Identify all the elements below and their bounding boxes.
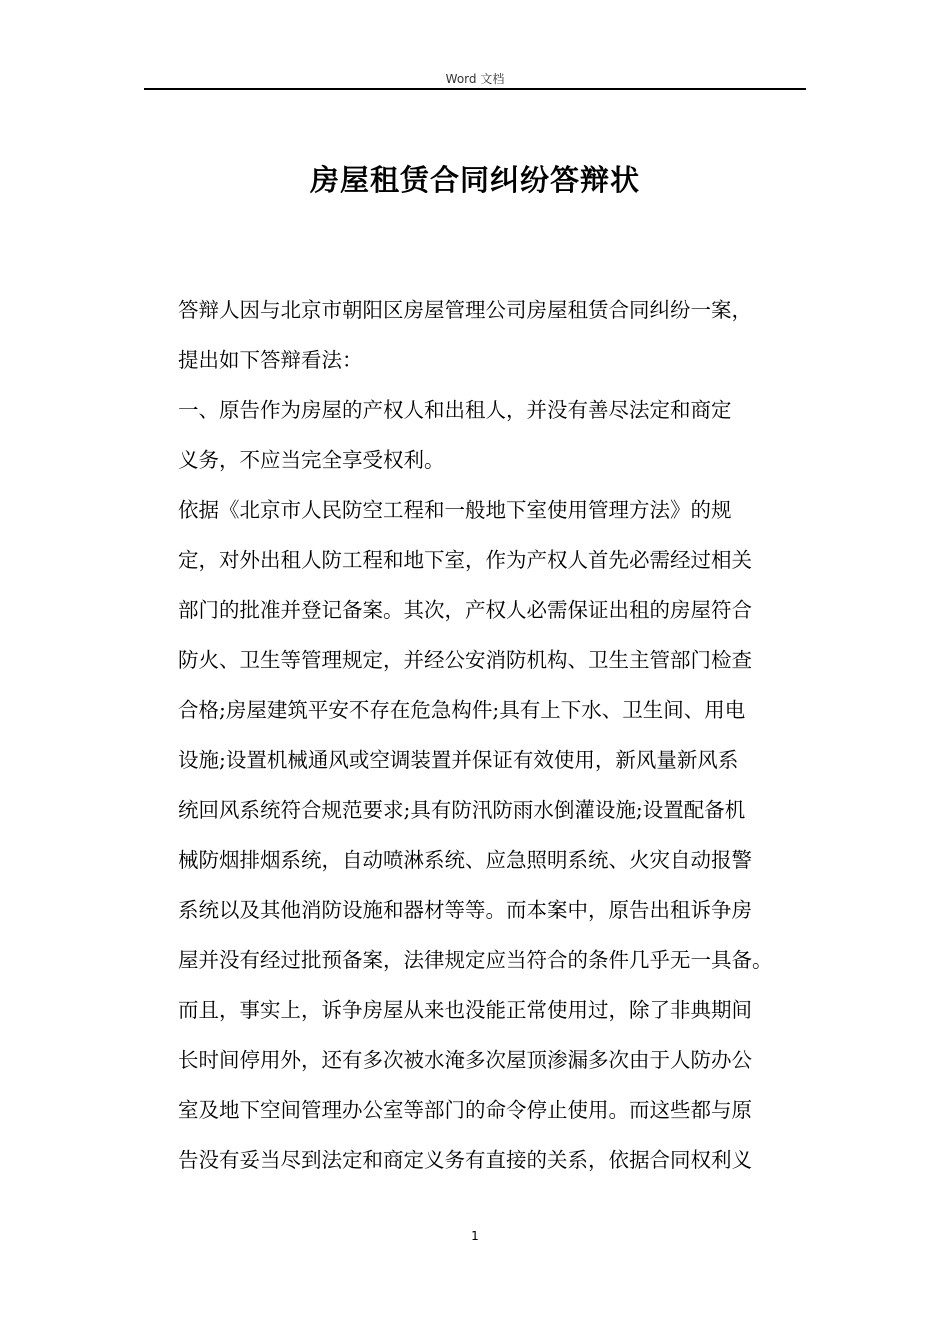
body-line: 系统以及其他消防设施和器材等等。而本案中，原告出租诉争房 [178,898,752,922]
page-number: 1 [471,1229,479,1243]
body-line: 一、原告作为房屋的产权人和出租人，并没有善尽法定和商定 [178,398,732,422]
page-header: Word 文档 [445,72,505,86]
body-line: 防火、卫生等管理规定，并经公安消防机构、卫生主管部门检查 [178,648,752,672]
body-line: 械防烟排烟系统，自动喷淋系统、应急照明系统、火灾自动报警 [178,848,752,872]
body-line: 室及地下空间管理办公室等部门的命令停止使用。而这些都与原 [178,1098,752,1122]
body-line: 义务，不应当完全享受权利。 [178,448,445,472]
body-line: 部门的批准并登记备案。其次，产权人必需保证出租的房屋符合 [178,598,752,622]
body-line: 设施;设置机械通风或空调装置并保证有效使用，新风量新风系 [178,748,739,772]
header-divider [144,88,806,90]
body-line: 长时间停用外，还有多次被水淹多次屋顶渗漏多次由于人防办公 [178,1048,752,1072]
body-line: 合格;房屋建筑平安不存在危急构件;具有上下水、卫生间、用电 [178,698,746,722]
body-line: 告没有妥当尽到法定和商定义务有直接的关系，依据合同权利义 [178,1148,752,1172]
body-line: 统回风系统符合规范要求;具有防汛防雨水倒灌设施;设置配备机 [178,798,746,822]
body-line: 定，对外出租人防工程和地下室，作为产权人首先必需经过相关 [178,548,752,572]
body-line: 而且，事实上，诉争房屋从来也没能正常使用过，除了非典期间 [178,998,752,1022]
body-line: 答辩人因与北京市朝阳区房屋管理公司房屋租赁合同纠纷一案， [178,298,752,322]
body-line: 提出如下答辩看法： [178,348,363,372]
body-line: 屋并没有经过批预备案，法律规定应当符合的条件几乎无一具备。 [178,948,773,972]
document-title: 房屋租赁合同纠纷答辩状 [309,163,640,197]
body-line: 依据《北京市人民防空工程和一般地下室使用管理方法》的规 [178,498,732,522]
